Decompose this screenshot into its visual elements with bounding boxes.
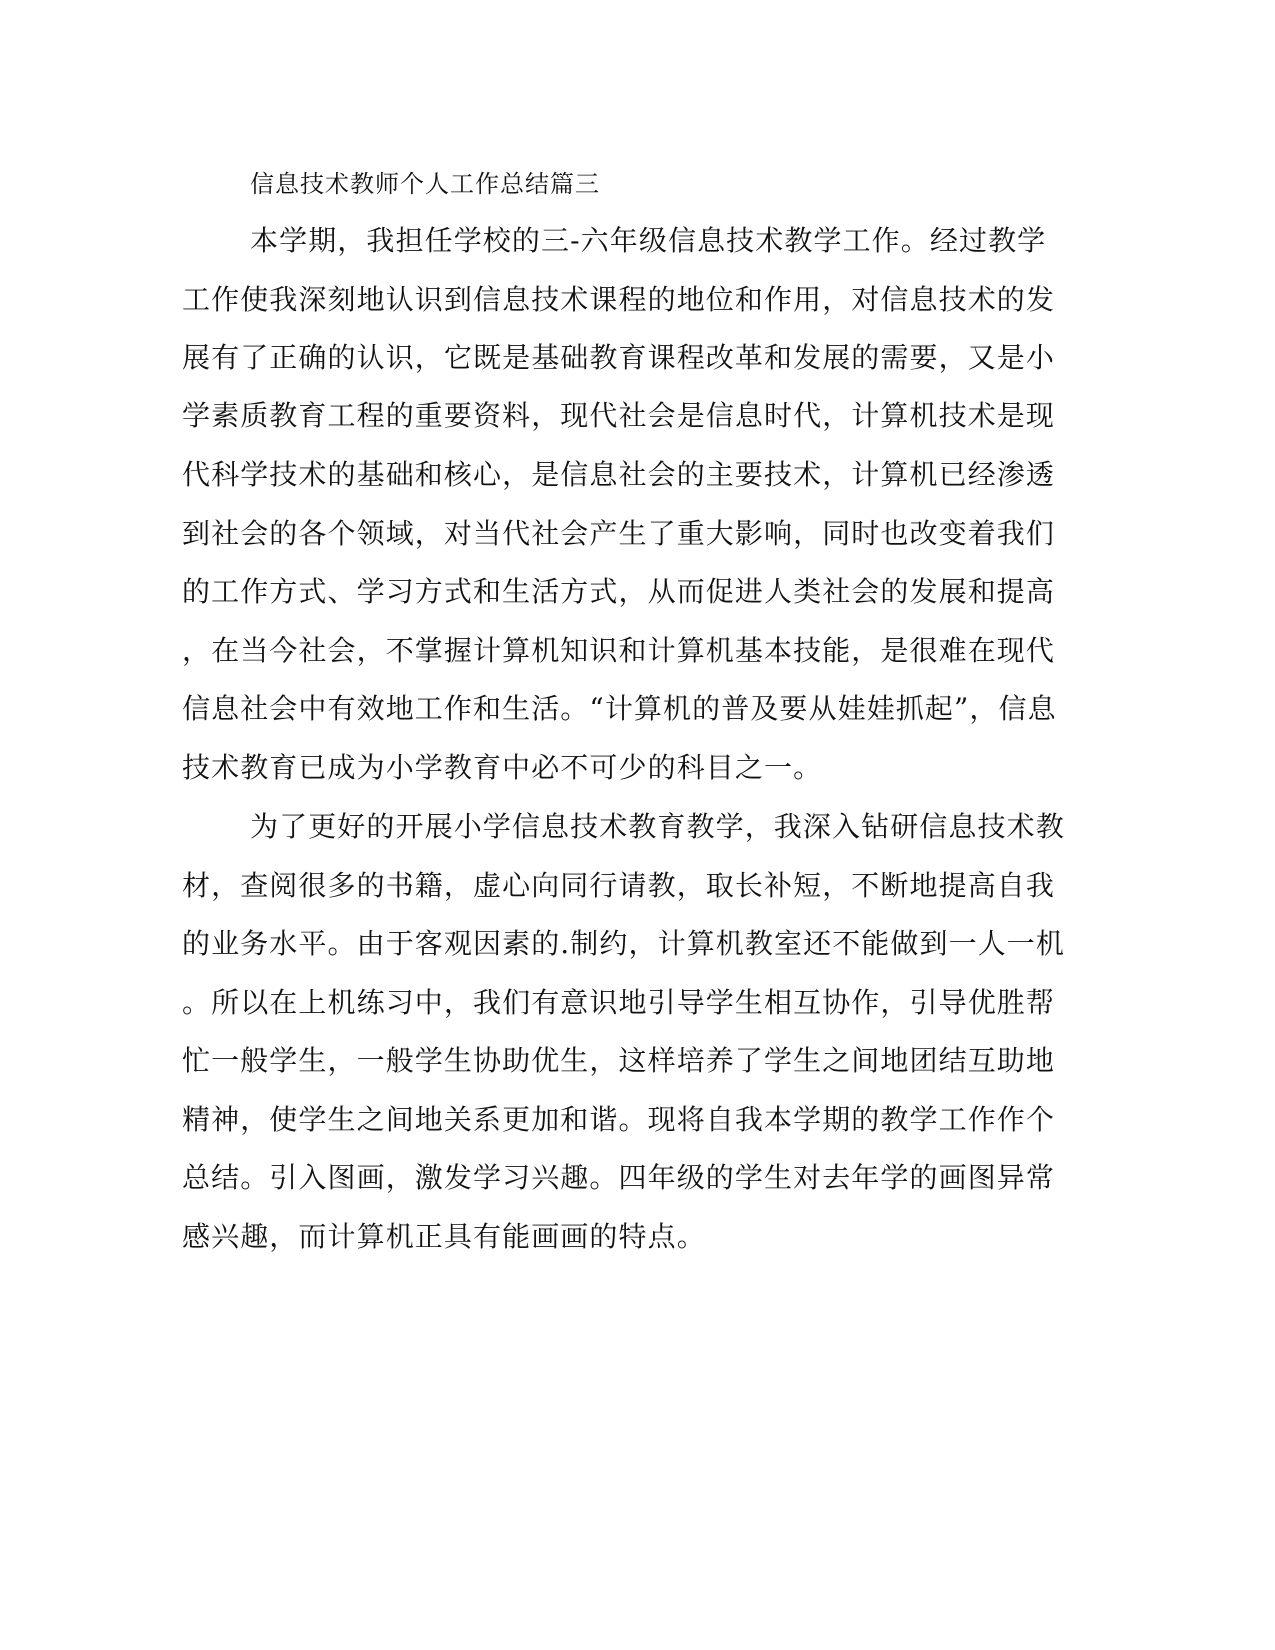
text-line: 为了更好的开展小学信息技术教育教学，我深入钻研信息技术教: [250, 810, 1065, 843]
text-line: 工作使我深刻地认识到信息技术课程的地位和作用，对信息技术的发: [182, 283, 1056, 316]
text-line: 忙一般学生，一般学生协助优生，这样培养了学生之间地团结互助地: [182, 1044, 1056, 1077]
text-line: 信息社会中有效地工作和生活。“计算机的普及要从娃娃抓起”，信息: [182, 692, 1057, 725]
text-line: 到社会的各个领域，对当代社会产生了重大影响，同时也改变着我们: [182, 517, 1056, 550]
text-line: 展有了正确的认识，它既是基础教育课程改革和发展的需要，又是小: [182, 341, 1056, 374]
text-line: 材，查阅很多的书籍，虚心向同行请教，取长补短，不断地提高自我: [182, 869, 1056, 902]
text-line: 本学期，我担任学校的三-六年级信息技术教学工作。经过教学: [250, 224, 1047, 257]
text-line: 代科学技术的基础和核心，是信息社会的主要技术，计算机已经渗透: [182, 458, 1056, 491]
text-line: 精神，使学生之间地关系更加和谐。现将自我本学期的教学工作作个: [182, 1103, 1056, 1136]
text-line: 感兴趣，而计算机正具有能画画的特点。: [182, 1220, 706, 1253]
text-line: 学素质教育工程的重要资料，现代社会是信息时代，计算机技术是现: [182, 399, 1056, 432]
text-line: 的业务水平。由于客观因素的.制约，计算机教室还不能做到一人一机: [182, 927, 1066, 960]
text-line: 。所以在上机练习中，我们有意识地引导学生相互协作，引导优胜帮: [182, 986, 1056, 1019]
text-line: 总结。引入图画，激发学习兴趣。四年级的学生对去年学的画图异常: [182, 1161, 1056, 1194]
document-title: 信息技术教师个人工作总结篇三: [250, 170, 600, 198]
text-line: ，在当今社会，不掌握计算机知识和计算机基本技能，是很难在现代: [182, 634, 1056, 667]
text-line: 的工作方式、学习方式和生活方式，从而促进人类社会的发展和提高: [182, 575, 1056, 608]
text-line: 技术教育已成为小学教育中必不可少的科目之一。: [182, 751, 823, 784]
